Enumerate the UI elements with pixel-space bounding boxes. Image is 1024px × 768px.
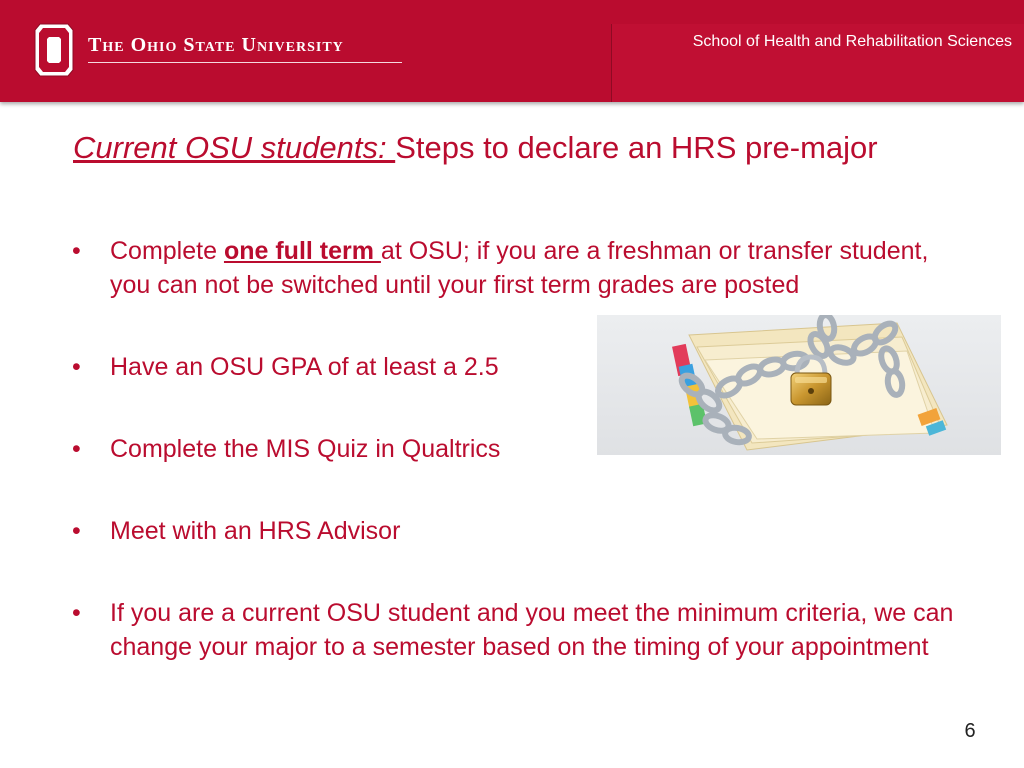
bullet-mis-quiz: • Complete the MIS Quiz in Qualtrics bbox=[72, 432, 992, 466]
locked-folder-chain-icon bbox=[597, 315, 1001, 455]
locked-folder-photo bbox=[597, 315, 1001, 455]
bullet-1-prefix: Complete bbox=[110, 237, 224, 265]
school-name: School of Health and Rehabilitation Sciences bbox=[692, 33, 1012, 50]
university-wordmark: The Ohio State University bbox=[88, 34, 344, 56]
title-lead: Current OSU students: bbox=[73, 130, 396, 165]
wordmark-rule bbox=[88, 62, 402, 63]
page-number: 6 bbox=[964, 720, 976, 742]
bullet-1-suffix: at OSU; if you are a freshman or transfer student, you can not be switched until your first term grades are posted bbox=[110, 237, 929, 299]
slide-header bbox=[0, 0, 1024, 102]
bullet-1-highlight: one full term bbox=[223, 237, 381, 265]
bullet-advisor: • Meet with an HRS Advisor bbox=[72, 514, 992, 548]
bullet-gpa: • Have an OSU GPA of at least a 2.5 bbox=[72, 350, 992, 384]
osu-block-o-icon bbox=[33, 22, 75, 78]
slide-title bbox=[73, 130, 1003, 166]
title-rest: Steps to declare an HRS pre-major bbox=[395, 130, 878, 165]
bullet-complete-term bbox=[72, 234, 970, 302]
bullet-criteria: • If you are a current OSU student and you meet the minimum criteria, we can change your major to a semester based on the timing of your appointment bbox=[72, 596, 990, 664]
